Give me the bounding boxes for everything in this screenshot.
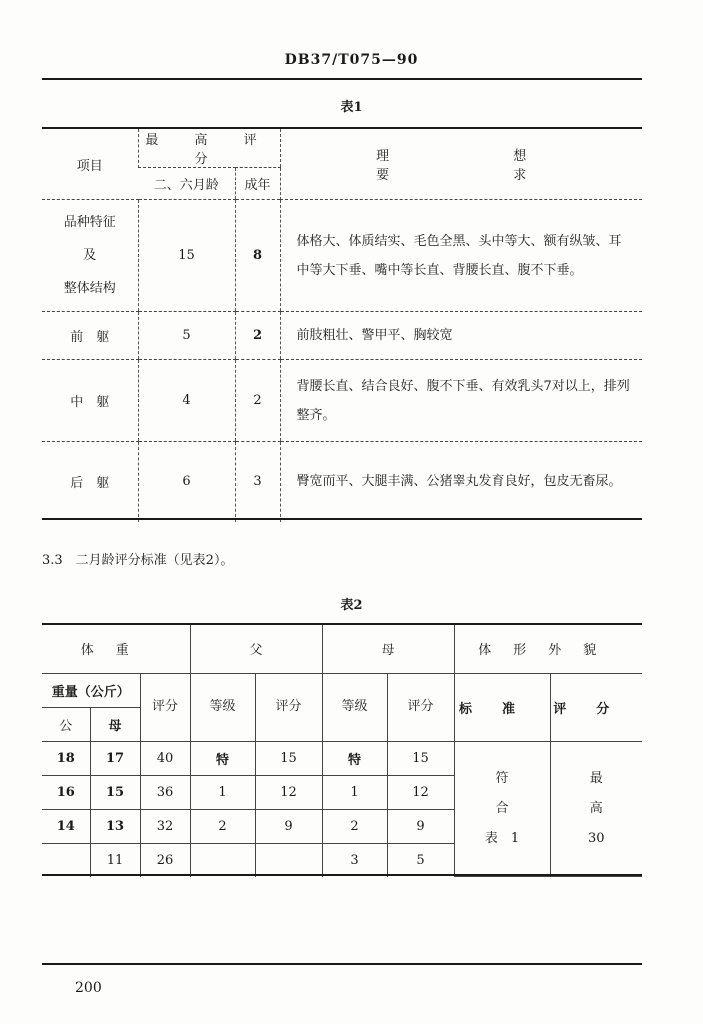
t1-row-requirement: 体格大、体质结实、毛色全黑、头中等大、额有纵皱、耳中等大下垂、嘴中等长直、背腰长直、腹不下垂。: [280, 200, 642, 312]
t2-header-appearance: 体形外貌: [454, 625, 642, 673]
t2-cell-father-score: [255, 843, 322, 877]
t2-cell-mother-grade: 特: [322, 741, 387, 775]
table2-caption: 表2: [340, 598, 363, 613]
t2-cell-female-weight: 15: [90, 775, 140, 809]
t1-row-item: 品种特征 及 整体结构: [42, 200, 138, 312]
header-rule: [42, 78, 642, 80]
t2-cell-female-weight: 17: [90, 741, 140, 775]
t1-row-age-score: 6: [138, 442, 235, 522]
t2-header-father-grade: 等级: [190, 673, 255, 741]
t2-cell-male-weight: 14: [42, 809, 90, 843]
t2-cell-weight-score: 32: [140, 809, 190, 843]
t1-header-item: 项目: [42, 129, 138, 200]
t2-header-score: 评分: [550, 673, 642, 741]
t2-header-mother-grade: 等级: [322, 673, 387, 741]
t2-header-father-score: 评分: [255, 673, 322, 741]
t2-header-weight-score: 评分: [140, 673, 190, 741]
t2-header-female: 母: [90, 707, 140, 741]
t1-row-item: 中 躯: [42, 360, 138, 442]
t2-cell-weight-score: 26: [140, 843, 190, 877]
t1-row-adult-score: 3: [235, 442, 280, 522]
t1-row-adult-score: 2: [235, 360, 280, 442]
t1-row-requirement: 前肢粗壮、警甲平、胸较宽: [280, 312, 642, 360]
t2-cell-mother-score: 12: [387, 775, 454, 809]
t2-header-mother: 母: [322, 625, 454, 673]
t2-cell-mother-grade: 3: [322, 843, 387, 877]
table2: [42, 625, 642, 877]
t1-row-age-score: 4: [138, 360, 235, 442]
t1-header-adult: 成年: [235, 168, 280, 200]
t2-header-male: 公: [42, 707, 90, 741]
t2-cell-mother-score: 5: [387, 843, 454, 877]
t1-row-item: 前 躯: [42, 312, 138, 360]
t1-row-adult-score: 8: [235, 200, 280, 312]
t2-cell-father-score: 12: [255, 775, 322, 809]
t2-header-weight: 体重: [42, 625, 190, 673]
t2-cell-score: 最 高 30: [550, 741, 642, 877]
t2-cell-father-grade: [190, 843, 255, 877]
t2-cell-weight-score: 36: [140, 775, 190, 809]
t2-cell-father-score: 15: [255, 741, 322, 775]
t2-header-father: 父: [190, 625, 322, 673]
table1-bottom-rule: [42, 518, 642, 520]
t2-cell-mother-score: 9: [387, 809, 454, 843]
footer-rule: [42, 963, 642, 965]
t2-cell-male-weight: 16: [42, 775, 90, 809]
t2-cell-standard: 符 合 表 1: [454, 741, 550, 877]
t2-header-weight-kg: 重量（公斤）: [42, 673, 140, 707]
t2-cell-male-weight: 18: [42, 741, 90, 775]
t2-cell-male-weight: [42, 843, 90, 877]
t2-cell-mother-grade: 2: [322, 809, 387, 843]
t2-cell-mother-grade: 1: [322, 775, 387, 809]
t2-cell-father-score: 9: [255, 809, 322, 843]
table2-bottom-rule: [42, 874, 642, 876]
t2-header-standard: 标准: [454, 673, 550, 741]
t2-cell-female-weight: 13: [90, 809, 140, 843]
t1-row-requirement: 臀宽而平、大腿丰满、公猪睾丸发育良好，包皮无畜尿。: [280, 442, 642, 522]
t2-cell-mother-score: 15: [387, 741, 454, 775]
t2-cell-weight-score: 40: [140, 741, 190, 775]
t2-cell-father-grade: 1: [190, 775, 255, 809]
table1-caption: 表1: [340, 100, 363, 115]
page-number: 200: [75, 980, 102, 996]
t1-row-requirement: 背腰长直、结合良好、腹不下垂、有效乳头7对以上，排列整齐。: [280, 360, 642, 442]
t1-row-adult-score: 2: [235, 312, 280, 360]
t1-row-age-score: 5: [138, 312, 235, 360]
t2-cell-father-grade: 特: [190, 741, 255, 775]
t1-header-age: 二、六月龄: [138, 168, 235, 200]
document-code: DB37/T075—90: [284, 52, 419, 68]
t2-header-mother-score: 评分: [387, 673, 454, 741]
t1-header-max-score: 最 高 评 分: [138, 129, 280, 168]
t1-header-requirements: 理 想 要 求: [280, 129, 642, 200]
section-note: 3.3 二月龄评分标准（见表2）。: [42, 553, 234, 568]
t2-cell-female-weight: 11: [90, 843, 140, 877]
table1: [42, 129, 642, 522]
t1-row-age-score: 15: [138, 200, 235, 312]
t2-cell-father-grade: 2: [190, 809, 255, 843]
t1-row-item: 后 躯: [70, 476, 110, 492]
